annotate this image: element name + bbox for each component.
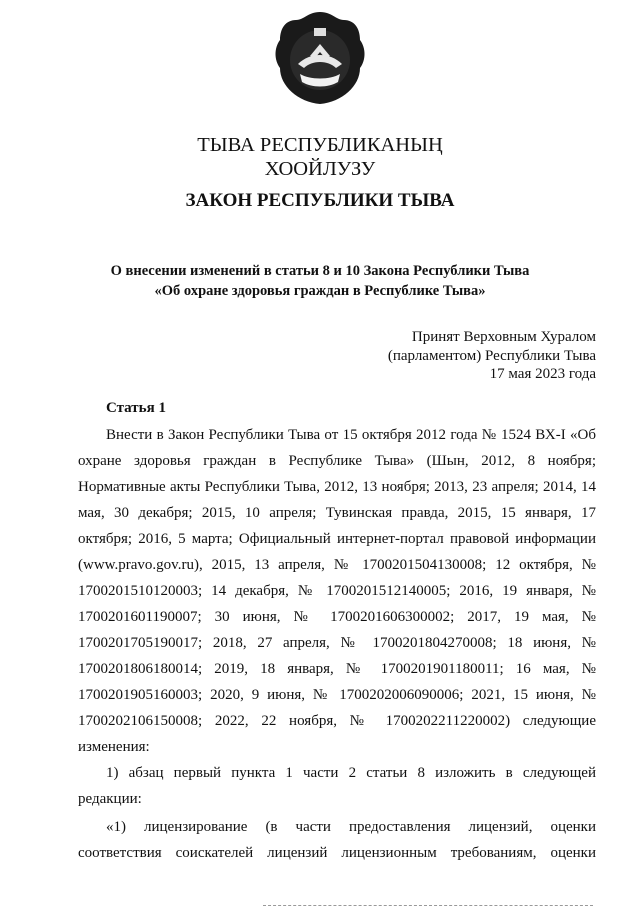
paragraph-line: 1700201905160003; 2020, 9 июня, № 1700202006090006; 2021, 15 июня, № xyxy=(78,687,596,703)
paragraph-line: 1700201601190007; 30 июня, № 1700201606300002; 2017, 19 мая, № xyxy=(78,609,596,625)
page-edge-rule xyxy=(263,905,593,907)
article-intro-paragraph xyxy=(78,422,596,760)
paragraph-line: октября; 2016, 5 марта; Официальный интернет-портал правовой информации xyxy=(78,531,596,547)
item-1-paragraph xyxy=(78,760,596,812)
republic-emblem-icon xyxy=(270,8,370,108)
tuva-heading xyxy=(0,133,640,181)
law-subject-line2: «Об охране здоровья граждан в Республике Тыва» xyxy=(154,283,486,299)
adoption-date: 17 мая 2023 года xyxy=(489,366,596,382)
law-subject-line1: О внесении изменений в статьи 8 и 10 Закона Республики Тыва xyxy=(110,263,530,279)
paragraph-line: 1700201806180014; 2019, 18 января, № 1700201901180011; 16 мая, № xyxy=(78,661,596,677)
adoption-note xyxy=(388,328,596,384)
law-title: ЗАКОН РЕСПУБЛИКИ ТЫВА xyxy=(185,190,455,211)
tuva-heading-line2: ХООЙЛУЗУ xyxy=(264,158,376,180)
tuva-heading-line1: ТЫВА РЕСПУБЛИКАНЫҢ xyxy=(197,134,443,156)
adoption-line2: (парламентом) Республики Тыва xyxy=(387,347,596,364)
paragraph-line: мая, 30 декабря; 2015, 10 апреля; Тувинская правда, 2015, 15 января, 17 xyxy=(78,505,596,521)
law-subject xyxy=(0,261,640,301)
paragraph-line: Нормативные акты Республики Тыва, 2012, 13 ноября; 2013, 23 апреля; 2014, 14 xyxy=(78,479,596,495)
paragraph-line: охране здоровья граждан в Республике Тыва» (Шын, 2012, 8 ноября; xyxy=(78,453,596,469)
paragraph-line: «1) лицензирование (в части предоставления лицензий, оценки xyxy=(106,819,596,835)
article-title: Статья 1 xyxy=(106,400,166,416)
paragraph-line: редакции: xyxy=(78,791,142,807)
paragraph-line: соответствия соискателей лицензий лицензионным требованиям, оценки xyxy=(78,845,596,861)
paragraph-line: 1700202106150008; 2022, 22 ноября, № 1700202211220002) следующие xyxy=(78,713,596,729)
paragraph-line: (www.pravo.gov.ru), 2015, 13 апреля, № 1700201504130008; 12 октября, № xyxy=(78,557,596,573)
quoted-amendment-paragraph xyxy=(78,814,596,866)
paragraph-line: изменения: xyxy=(78,739,150,755)
paragraph-line: Внести в Закон Республики Тыва от 15 октября 2012 года № 1524 ВХ-I «Об xyxy=(106,427,596,443)
paragraph-line: 1700201705190017; 2018, 27 апреля, № 1700201804270008; 18 июня, № xyxy=(78,635,596,651)
adoption-line1: Принят Верховным Хуралом xyxy=(411,329,596,345)
paragraph-line: 1700201510120003; 14 декабря, № 1700201512140005; 2016, 19 января, № xyxy=(78,583,596,599)
paragraph-line: 1) абзац первый пункта 1 части 2 статьи 8 изложить в следующей xyxy=(106,765,596,781)
